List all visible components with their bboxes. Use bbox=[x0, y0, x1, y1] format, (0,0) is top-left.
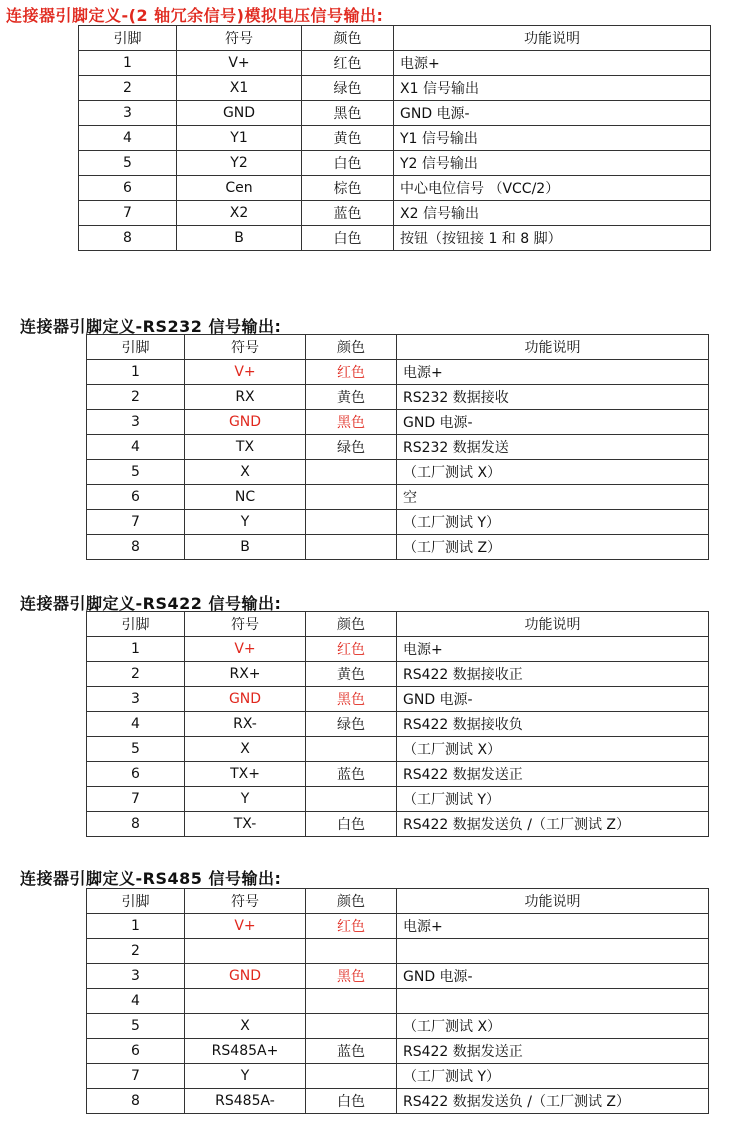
symbol-cell bbox=[185, 939, 306, 964]
pin-cell: 8 bbox=[87, 812, 185, 837]
wire-color-cell bbox=[306, 510, 397, 535]
function-cell: GND 电源- bbox=[394, 101, 711, 126]
header-symbol: 符号 bbox=[185, 335, 306, 360]
function-cell: 电源+ bbox=[397, 914, 709, 939]
symbol-cell: RS485A+ bbox=[185, 1039, 306, 1064]
header-color: 颜色 bbox=[306, 335, 397, 360]
pin-cell: 6 bbox=[87, 762, 185, 787]
header-symbol: 符号 bbox=[185, 889, 306, 914]
symbol-cell: RS485A- bbox=[185, 1089, 306, 1114]
symbol-cell: TX+ bbox=[185, 762, 306, 787]
symbol-cell: NC bbox=[185, 485, 306, 510]
pin-cell: 2 bbox=[79, 76, 177, 101]
wire-color-cell: 白色 bbox=[306, 1089, 397, 1114]
symbol-cell: X1 bbox=[177, 76, 302, 101]
pin-cell: 2 bbox=[87, 939, 185, 964]
header-pin: 引脚 bbox=[87, 612, 185, 637]
header-color: 颜色 bbox=[306, 889, 397, 914]
table-header-row bbox=[87, 889, 709, 914]
wire-color-cell: 黑色 bbox=[302, 101, 394, 126]
table-row bbox=[87, 1089, 709, 1114]
function-cell: RS232 数据发送 bbox=[397, 435, 709, 460]
function-cell: RS232 数据接收 bbox=[397, 385, 709, 410]
section-title: 连接器引脚定义-RS485 信号输出: bbox=[20, 869, 282, 888]
wire-color-cell: 蓝色 bbox=[302, 201, 394, 226]
wire-color-cell: 蓝色 bbox=[306, 762, 397, 787]
table-header-row bbox=[87, 335, 709, 360]
pin-cell: 4 bbox=[79, 126, 177, 151]
symbol-cell: Y bbox=[185, 510, 306, 535]
table-row bbox=[87, 535, 709, 560]
symbol-cell: GND bbox=[177, 101, 302, 126]
symbol-cell: GND bbox=[185, 410, 306, 435]
function-cell: Y2 信号输出 bbox=[394, 151, 711, 176]
pin-table bbox=[86, 611, 709, 837]
symbol-cell: Y bbox=[185, 1064, 306, 1089]
wire-color-cell: 白色 bbox=[306, 812, 397, 837]
function-cell: RS422 数据发送负 /（工厂测试 Z） bbox=[397, 812, 709, 837]
table-row bbox=[87, 737, 709, 762]
table-row bbox=[79, 176, 711, 201]
wire-color-cell: 黑色 bbox=[306, 687, 397, 712]
symbol-cell: V+ bbox=[185, 360, 306, 385]
function-cell: （工厂测试 Z） bbox=[397, 535, 709, 560]
function-cell: X2 信号输出 bbox=[394, 201, 711, 226]
function-cell: 电源+ bbox=[394, 51, 711, 76]
pin-cell: 5 bbox=[79, 151, 177, 176]
table-row bbox=[87, 662, 709, 687]
pin-cell: 3 bbox=[87, 410, 185, 435]
pin-cell: 8 bbox=[87, 535, 185, 560]
table-row bbox=[87, 1064, 709, 1089]
function-cell: 中心电位信号 （VCC/2） bbox=[394, 176, 711, 201]
symbol-cell: Y1 bbox=[177, 126, 302, 151]
pin-cell: 7 bbox=[87, 787, 185, 812]
function-cell: GND 电源- bbox=[397, 410, 709, 435]
pin-cell: 3 bbox=[87, 687, 185, 712]
table-header-row bbox=[87, 612, 709, 637]
pin-cell: 7 bbox=[87, 510, 185, 535]
symbol-cell: V+ bbox=[177, 51, 302, 76]
header-pin: 引脚 bbox=[87, 889, 185, 914]
table-row bbox=[87, 762, 709, 787]
header-symbol: 符号 bbox=[177, 26, 302, 51]
header-color: 颜色 bbox=[306, 612, 397, 637]
function-cell: （工厂测试 Y） bbox=[397, 1064, 709, 1089]
header-function: 功能说明 bbox=[397, 612, 709, 637]
pin-cell: 4 bbox=[87, 435, 185, 460]
wire-color-cell: 黄色 bbox=[306, 385, 397, 410]
wire-color-cell: 黑色 bbox=[306, 964, 397, 989]
function-cell: （工厂测试 X） bbox=[397, 737, 709, 762]
wire-color-cell: 黑色 bbox=[306, 410, 397, 435]
header-pin: 引脚 bbox=[79, 26, 177, 51]
wire-color-cell: 棕色 bbox=[302, 176, 394, 201]
pin-table bbox=[78, 25, 711, 251]
symbol-cell bbox=[185, 989, 306, 1014]
symbol-cell: Y bbox=[185, 787, 306, 812]
pin-cell: 4 bbox=[87, 712, 185, 737]
pin-cell: 1 bbox=[87, 914, 185, 939]
function-cell: X1 信号输出 bbox=[394, 76, 711, 101]
table-row bbox=[79, 51, 711, 76]
table-row bbox=[87, 460, 709, 485]
pin-cell: 7 bbox=[87, 1064, 185, 1089]
symbol-cell: GND bbox=[185, 964, 306, 989]
header-color: 颜色 bbox=[302, 26, 394, 51]
table-row bbox=[79, 101, 711, 126]
pin-table bbox=[86, 334, 709, 560]
table-row bbox=[87, 510, 709, 535]
symbol-cell: X bbox=[185, 1014, 306, 1039]
symbol-cell: B bbox=[177, 226, 302, 251]
table-row bbox=[87, 1014, 709, 1039]
function-cell: 电源+ bbox=[397, 637, 709, 662]
symbol-cell: B bbox=[185, 535, 306, 560]
pin-cell: 7 bbox=[79, 201, 177, 226]
table-row bbox=[87, 712, 709, 737]
table-row bbox=[87, 964, 709, 989]
wire-color-cell: 红色 bbox=[306, 637, 397, 662]
header-symbol: 符号 bbox=[185, 612, 306, 637]
wire-color-cell bbox=[306, 460, 397, 485]
table-row bbox=[87, 385, 709, 410]
symbol-cell: GND bbox=[185, 687, 306, 712]
wire-color-cell bbox=[306, 485, 397, 510]
section-title: 连接器引脚定义-RS422 信号输出: bbox=[20, 594, 282, 613]
table-row bbox=[87, 787, 709, 812]
wire-color-cell: 红色 bbox=[306, 360, 397, 385]
function-cell bbox=[397, 939, 709, 964]
wire-color-cell bbox=[306, 939, 397, 964]
function-cell: 按钮（按钮接 1 和 8 脚） bbox=[394, 226, 711, 251]
wire-color-cell bbox=[306, 989, 397, 1014]
wire-color-cell: 红色 bbox=[306, 914, 397, 939]
table-header-row bbox=[79, 26, 711, 51]
table-row bbox=[87, 637, 709, 662]
symbol-cell: TX bbox=[185, 435, 306, 460]
wire-color-cell: 蓝色 bbox=[306, 1039, 397, 1064]
table-row bbox=[87, 410, 709, 435]
pin-cell: 3 bbox=[87, 964, 185, 989]
wire-color-cell: 黄色 bbox=[302, 126, 394, 151]
pin-table bbox=[86, 888, 709, 1114]
section-title: 连接器引脚定义-RS232 信号输出: bbox=[20, 317, 282, 336]
symbol-cell: Y2 bbox=[177, 151, 302, 176]
wire-color-cell bbox=[306, 1014, 397, 1039]
function-cell: （工厂测试 Y） bbox=[397, 510, 709, 535]
wire-color-cell: 白色 bbox=[302, 151, 394, 176]
pin-cell: 1 bbox=[87, 637, 185, 662]
function-cell: （工厂测试 Y） bbox=[397, 787, 709, 812]
table-row bbox=[87, 360, 709, 385]
symbol-cell: X2 bbox=[177, 201, 302, 226]
pin-cell: 1 bbox=[87, 360, 185, 385]
table-row bbox=[79, 226, 711, 251]
pin-cell: 5 bbox=[87, 460, 185, 485]
symbol-cell: Cen bbox=[177, 176, 302, 201]
table-row bbox=[87, 812, 709, 837]
function-cell: 空 bbox=[397, 485, 709, 510]
function-cell: （工厂测试 X） bbox=[397, 460, 709, 485]
wire-color-cell: 红色 bbox=[302, 51, 394, 76]
table-row bbox=[87, 687, 709, 712]
wire-color-cell: 白色 bbox=[302, 226, 394, 251]
pin-cell: 6 bbox=[79, 176, 177, 201]
table-row bbox=[79, 76, 711, 101]
function-cell: GND 电源- bbox=[397, 964, 709, 989]
symbol-cell: X bbox=[185, 737, 306, 762]
header-function: 功能说明 bbox=[397, 889, 709, 914]
pin-cell: 8 bbox=[79, 226, 177, 251]
pin-cell: 5 bbox=[87, 1014, 185, 1039]
function-cell bbox=[397, 989, 709, 1014]
table-row bbox=[87, 435, 709, 460]
pin-cell: 3 bbox=[79, 101, 177, 126]
table-row bbox=[87, 914, 709, 939]
symbol-cell: V+ bbox=[185, 637, 306, 662]
pin-cell: 8 bbox=[87, 1089, 185, 1114]
header-function: 功能说明 bbox=[397, 335, 709, 360]
symbol-cell: RX bbox=[185, 385, 306, 410]
pin-cell: 2 bbox=[87, 662, 185, 687]
table-row bbox=[79, 126, 711, 151]
pin-cell: 2 bbox=[87, 385, 185, 410]
function-cell: RS422 数据发送正 bbox=[397, 762, 709, 787]
pin-cell: 4 bbox=[87, 989, 185, 1014]
pin-cell: 6 bbox=[87, 1039, 185, 1064]
pin-cell: 6 bbox=[87, 485, 185, 510]
table-row bbox=[87, 989, 709, 1014]
function-cell: GND 电源- bbox=[397, 687, 709, 712]
function-cell: RS422 数据发送正 bbox=[397, 1039, 709, 1064]
symbol-cell: RX+ bbox=[185, 662, 306, 687]
symbol-cell: X bbox=[185, 460, 306, 485]
table-row bbox=[79, 201, 711, 226]
table-row bbox=[87, 1039, 709, 1064]
symbol-cell: TX- bbox=[185, 812, 306, 837]
function-cell: RS422 数据接收负 bbox=[397, 712, 709, 737]
table-row bbox=[79, 151, 711, 176]
symbol-cell: RX- bbox=[185, 712, 306, 737]
function-cell: RS422 数据发送负 /（工厂测试 Z） bbox=[397, 1089, 709, 1114]
wire-color-cell: 黄色 bbox=[306, 662, 397, 687]
pin-cell: 5 bbox=[87, 737, 185, 762]
wire-color-cell: 绿色 bbox=[302, 76, 394, 101]
wire-color-cell bbox=[306, 535, 397, 560]
function-cell: RS422 数据接收正 bbox=[397, 662, 709, 687]
function-cell: （工厂测试 X） bbox=[397, 1014, 709, 1039]
header-pin: 引脚 bbox=[87, 335, 185, 360]
wire-color-cell bbox=[306, 1064, 397, 1089]
function-cell: 电源+ bbox=[397, 360, 709, 385]
wire-color-cell: 绿色 bbox=[306, 712, 397, 737]
function-cell: Y1 信号输出 bbox=[394, 126, 711, 151]
wire-color-cell bbox=[306, 737, 397, 762]
section-title: 连接器引脚定义-(2 轴冗余信号)模拟电压信号输出: bbox=[6, 6, 384, 25]
table-row bbox=[87, 485, 709, 510]
header-function: 功能说明 bbox=[394, 26, 711, 51]
pin-cell: 1 bbox=[79, 51, 177, 76]
wire-color-cell bbox=[306, 787, 397, 812]
table-row bbox=[87, 939, 709, 964]
symbol-cell: V+ bbox=[185, 914, 306, 939]
wire-color-cell: 绿色 bbox=[306, 435, 397, 460]
